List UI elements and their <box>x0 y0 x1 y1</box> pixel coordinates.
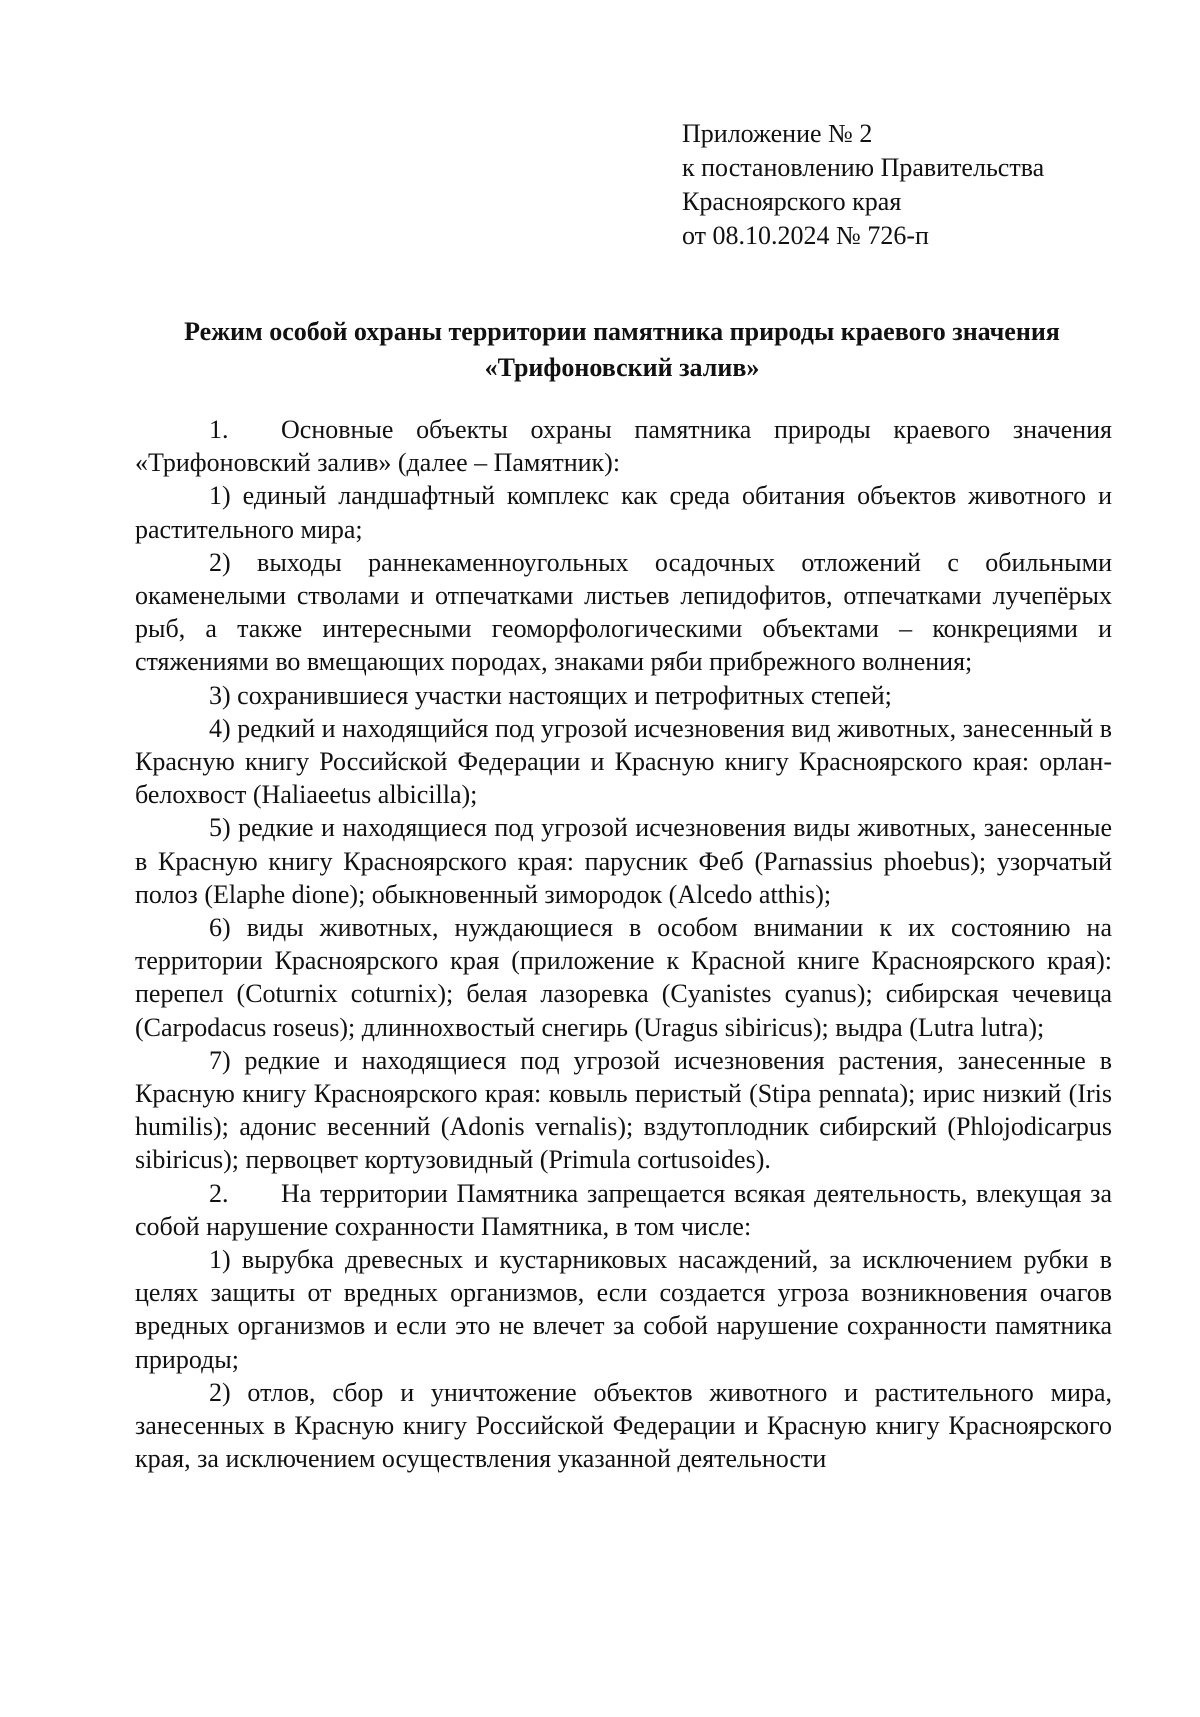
section-text: Основные объекты охраны памятника природы краевого значения «Трифоновский залив» (далее – Памятник): <box>135 415 1112 478</box>
approval-line: от 08.10.2024 № 726-п <box>682 221 929 250</box>
title-line: Режим особой охраны территории памятника природы краевого значения <box>184 317 1060 346</box>
list-item: 7) редкие и находящиеся под угрозой исчезновения растения, занесенные в Красную книгу Красноярского края: ковыль перистый (Stipa pennata); ирис низкий (Iris humilis); адонис весенний (Adonis vernalis); вздутоплодник сибирский (Phlojodicarpus sibiricus); первоцвет кортузовидный (Primula cortusoides). <box>135 1045 1112 1175</box>
list-item: 6) виды животных, нуждающиеся в особом внимании к их состоянию на территории Красноярского края (приложение к Красной книге Красноярского края): перепел (Coturnix coturnix); белая лазоревка (Cyanistes cyanus); сибирская чечевица (Carpodacus roseus); длиннохвостый снегирь (Uragus sibiricus); выдра (Lutra lutra); <box>135 913 1112 1042</box>
section-number: 1. <box>209 415 229 444</box>
section-number: 2. <box>209 1178 229 1208</box>
section-text: На территории Памятника запрещается всякая деятельность, влекущая за собой нарушение сохранности Памятника, в том числе: <box>135 1178 1112 1241</box>
list-item: 1) единый ландшафтный комплекс как среда обитания объектов животного и растительного мира; <box>135 481 1112 544</box>
list-item: 3) сохранившиеся участки настоящих и петрофитных степей; <box>209 680 892 710</box>
list-item: 5) редкие и находящиеся под угрозой исчезновения виды животных, занесенные в Красную книгу Красноярского края: парусник Феб (Parnassius phoebus); узорчатый полоз (Elaphe dione); обыкновенный зимородок (Alcedo atthis); <box>135 813 1112 909</box>
list-item: 2) выходы раннекаменноугольных осадочных отложений с обильными окаменелыми стволами и отпечатками листьев лепидофитов, отпечатками лучепёрых рыб, а также интересными геоморфологическими объектами – конкрециями и стяжениями во вмещающих породах, знаками ряби прибрежного волнения; <box>135 547 1112 677</box>
list-item: 4) редкий и находящийся под угрозой исчезновения вид животных, занесенный в Красную книгу Российской Федерации и Красную книгу Красноярского края: орлан-белохвост (Haliaeetus albicilla); <box>135 713 1112 810</box>
document-body <box>135 413 1112 1476</box>
approval-line: к постановлению Правительства <box>682 153 1045 182</box>
section-paragraph <box>135 413 1112 479</box>
section-paragraph <box>135 1177 1112 1243</box>
approval-line: Приложение № 2 <box>682 119 873 148</box>
list-item: 1) вырубка древесных и кустарниковых насаждений, за исключением рубки в целях защиты от вредных организмов, если создается угроза возникновения очагов вредных организмов и если это не влечет за собой нарушение сохранности памятника природы; <box>135 1245 1112 1374</box>
approval-line: Красноярского края <box>682 187 902 216</box>
title-line: «Трифоновский залив» <box>484 353 760 382</box>
document-title <box>132 314 1112 386</box>
list-item: 2) отлов, сбор и уничтожение объектов животного и растительного мира, занесенных в Красную книгу Российской Федерации и Красную книгу Красноярского края, за исключением осуществления указанной деятельности <box>135 1377 1112 1474</box>
approval-block <box>682 117 1044 253</box>
